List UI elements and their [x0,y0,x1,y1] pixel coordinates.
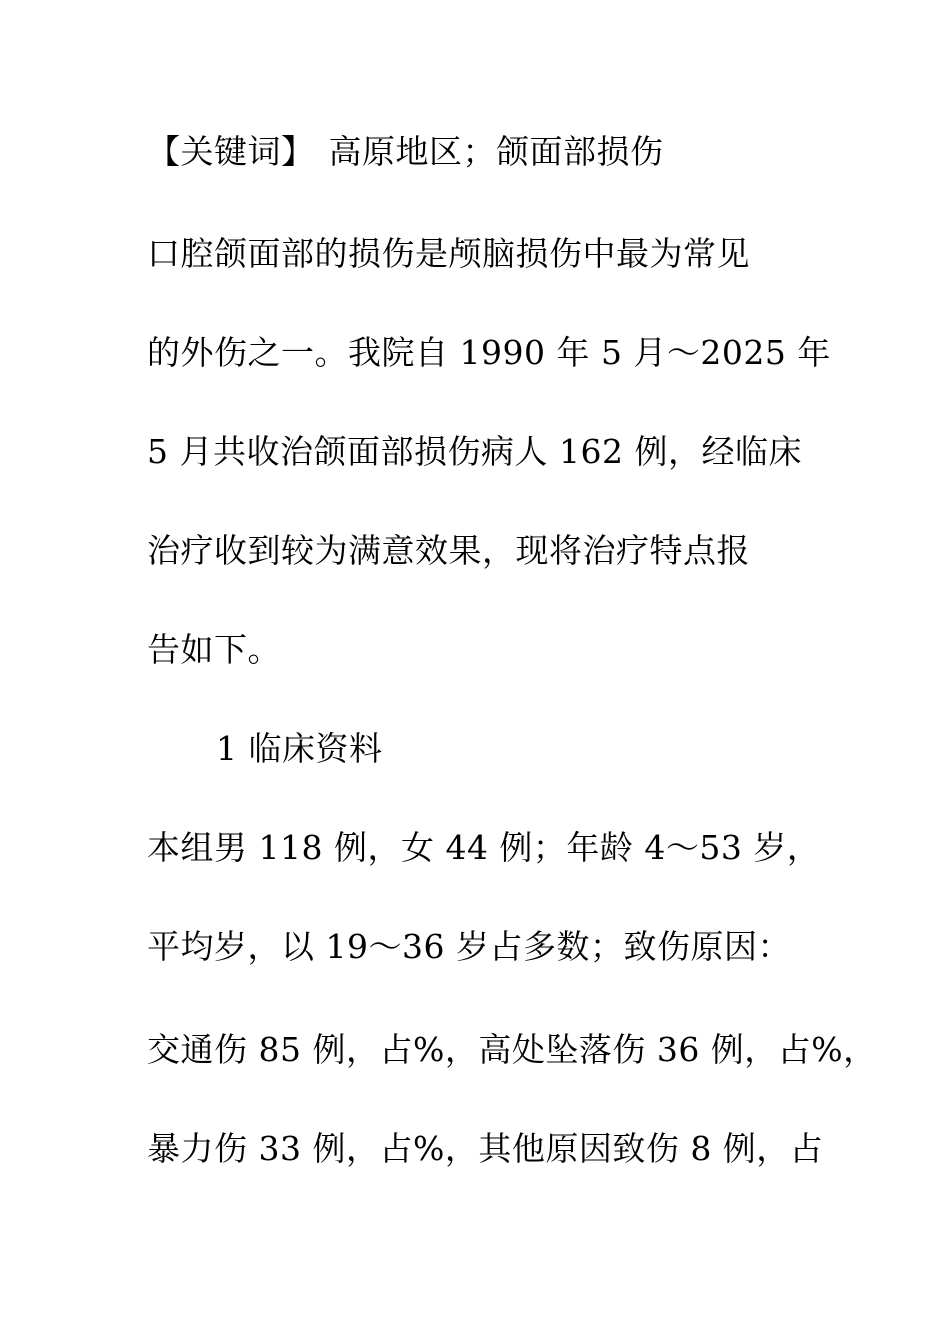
paragraph-line: 口腔颌面部的损伤是颅脑损伤中最为常见 [147,234,750,273]
keywords-text: 高原地区；颌面部损伤 [328,132,664,171]
paragraph-line: 的外伤之一。我院自 1990 年 5 月～2025 年 [147,333,831,372]
keywords-line [147,132,664,172]
section-heading: 1 临床资料 [216,729,383,768]
paragraph-line: 交通伤 85 例，占%，高处坠落伤 36 例，占%， [147,1030,877,1069]
paragraph-line: 本组男 118 例，女 44 例；年龄 4～53 岁， [147,828,821,867]
paragraph-line: 5 月共收治颌面部损伤病人 162 例，经临床 [147,432,802,471]
paragraph-line: 平均岁，以 19～36 岁占多数；致伤原因： [147,927,791,966]
paragraph-line: 治疗收到较为满意效果，现将治疗特点报 [147,531,750,570]
keywords-label: 【关键词】 [147,132,315,171]
paragraph-line: 告如下。 [147,630,281,669]
paragraph-line: 暴力伤 33 例，占%，其他原因致伤 8 例，占 [147,1129,824,1168]
